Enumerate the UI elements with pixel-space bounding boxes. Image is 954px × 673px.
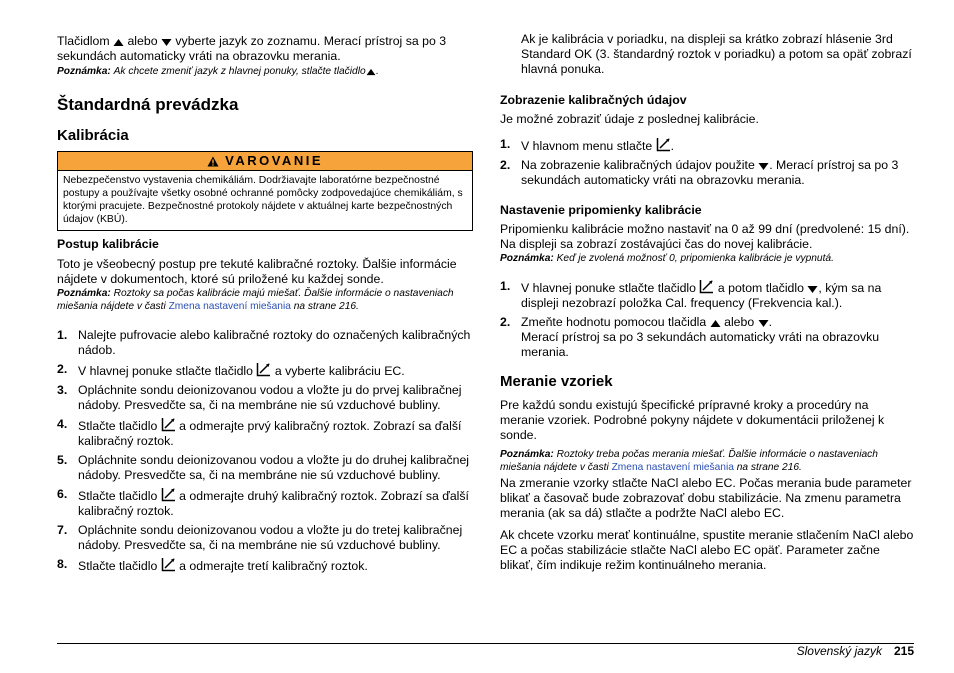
- up-arrow-icon: [366, 68, 376, 76]
- calibration-icon: [656, 137, 671, 152]
- up-arrow-icon: [113, 38, 124, 47]
- reminder-note: Poznámka: Keď je zvolená možnosť 0, pripomienka kalibrácie je vypnutá.: [500, 253, 834, 264]
- display-data-text: Je možné zobraziť údaje z poslednej kalibrácie.: [500, 112, 759, 126]
- list-item: 1. V hlavnej ponuke stlačte tlačidlo a potom tlačidlo , kým sa na displeji nezobrazí položka Cal. frequency (Frekvencia kal.).: [500, 278, 882, 310]
- note-text: Ak chcete zmeniť jazyk z hlavnej ponuky, stlačte tlačidlo: [113, 66, 366, 77]
- list-item: 7. Opláchnite sondu deionizovanou vodou a vložte ju do tretej kalibračnej nádoby. Presvedčte sa, či na membráne nie sú vzduchové bubliny.: [57, 522, 463, 552]
- heading-standard-operation: Štandardná prevádzka: [57, 94, 239, 114]
- heading-calibration-reminder: Nastavenie pripomienky kalibrácie: [500, 203, 702, 217]
- calibration-icon: [161, 417, 176, 432]
- calibration-icon: [256, 362, 271, 377]
- down-arrow-icon: [758, 319, 769, 328]
- display-data-steps: [500, 137, 914, 188]
- page-number: 215: [893, 644, 914, 658]
- intro-note: Poznámka: Ak chcete zmeniť jazyk z hlavnej ponuky, stlačte tlačidlo .: [57, 66, 379, 77]
- intro-text: vyberte jazyk zo zoznamu. Merací prístroj sa po 3 sekundách automaticky vráti na obrazovku merania.: [57, 34, 447, 63]
- down-arrow-icon: [161, 38, 172, 47]
- calibration-icon: [161, 557, 176, 572]
- calibration-icon: [161, 487, 176, 502]
- list-item: 2. Na zobrazenie kalibračných údajov použite . Merací prístroj sa po 3 sekundách automaticky vráti na obrazovku merania.: [500, 158, 899, 187]
- warning-text: Nebezpečenstvo vystavenia chemikáliám. Dodržiavajte laboratórne bezpečnostné postupy a používajte všetky osobné ochranné pomôcky zodpovedajúce chemikáliám, s ktorými pracujete. Bezpečnostné protokoly nájdete v aktuálnej karte bezpečnostných údajov (KBÚ).: [63, 174, 463, 225]
- footer-language: Slovenský jazyk: [796, 644, 882, 658]
- heading-calibration: Kalibrácia: [57, 126, 129, 144]
- heading-sample-measurement: Meranie vzoriek: [500, 372, 613, 390]
- left-column: [57, 34, 473, 574]
- list-item: 3. Opláchnite sondu deionizovanou vodou a vložte ju do prvej kalibračnej nádoby. Presvedčte sa, či na membráne nie sú vzduchové bubliny.: [57, 382, 462, 412]
- list-item: 2. Zmeňte hodnotu pomocou tlačidla alebo . Merací prístroj sa po 3 sekundách automaticky vráti na obrazovku merania.: [500, 314, 880, 359]
- footer-divider: [57, 643, 914, 644]
- down-arrow-icon: [807, 285, 818, 294]
- list-item: 6. Stlačte tlačidlo a odmerajte druhý kalibračný roztok. Zobrazí sa ďalší kalibračný roztok.: [57, 486, 469, 518]
- list-item: 2. V hlavnej ponuke stlačte tlačidlo a vyberte kalibráciu EC.: [57, 361, 405, 378]
- right-column: [500, 32, 914, 573]
- warning-box: [57, 151, 473, 231]
- link-stirring-settings[interactable]: Zmena nastavení miešania: [168, 301, 291, 312]
- warning-title: VAROVANIE: [225, 152, 323, 168]
- heading-calibration-procedure: Postup kalibrácie: [57, 236, 159, 251]
- intro-text: alebo: [127, 34, 158, 48]
- up-arrow-icon: [710, 319, 721, 328]
- list-item: 1. Nalejte pufrovacie alebo kalibračné roztoky do označených kalibračných nádob.: [57, 327, 471, 357]
- list-item: 8. Stlačte tlačidlo a odmerajte tretí kalibračný roztok.: [57, 556, 368, 573]
- intro-paragraph: [57, 34, 473, 64]
- calibration-icon: [699, 279, 714, 294]
- measurement-text: Pre každú sondu existujú špecifické prípravné kroky a procedúry na meranie vzoriek. Podrobné pokyny nájdete v dokumentácii priloženej k sonde.: [500, 397, 885, 442]
- measurement-text-2: Na zmeranie vzorky stlačte NaCl alebo EC. Počas merania bude parameter blikať a časovač bude zobrazovať dobu stabilizácie. Na zmenu parametra merania (ak sa dá) stlačte a podržte NaCl alebo EC.: [500, 475, 912, 520]
- heading-display-calibration-data: Zobrazenie kalibračných údajov: [500, 93, 687, 107]
- reminder-text: Pripomienku kalibrácie možno nastaviť na 0 až 99 dní (predvolené: 15 dní). Na displeji sa zobrazí zostávajúci čas do novej kalibrácie.: [500, 222, 910, 251]
- page-footer: [797, 644, 914, 659]
- continuation-text: Ak je kalibrácia v poriadku, na displeji sa krátko zobrazí hlásenie 3rd Standard OK (3. štandardný roztok v poriadku) a potom sa opäť zobrazí hlavná ponuka.: [521, 32, 912, 76]
- calibration-steps: [57, 328, 473, 574]
- list-item: 5. Opláchnite sondu deionizovanou vodou a vložte ju do druhej kalibračnej nádoby. Presvedčte sa, či na membráne nie sú vzduchové bubliny.: [57, 452, 470, 482]
- reminder-steps: [500, 279, 914, 360]
- warning-header: [58, 152, 472, 171]
- list-item: 4. Stlačte tlačidlo a odmerajte prvý kalibračný roztok. Zobrazí sa ďalší kalibračný roztok.: [57, 416, 462, 448]
- list-item: 1. V hlavnom menu stlačte .: [500, 137, 675, 153]
- procedure-note: Poznámka: Roztoky sa počas kalibrácie majú miešať. Ďalšie informácie o nastaveniach miešania nájdete v časti Zmena nastavení miešania na strane 216.: [57, 287, 454, 312]
- procedure-text: Toto je všeobecný postup pre tekuté kalibračné roztoky. Ďalšie informácie nájdete v dokumentoch, ktoré sú priložené ku každej sonde.: [57, 256, 457, 286]
- note-label: Poznámka:: [57, 66, 111, 77]
- measurement-text-3: Ak chcete vzorku merať kontinuálne, spustite meranie stlačením NaCl alebo EC a počas stabilizácie stlačte NaCl alebo EC opäť. Parameter začne blikať, čím indikuje režim kontinuálneho merania.: [500, 527, 914, 572]
- link-stirring-settings[interactable]: Zmena nastavení miešania: [611, 462, 734, 473]
- down-arrow-icon: [758, 162, 769, 171]
- warning-icon: [207, 156, 219, 167]
- intro-text: Tlačidlom: [57, 34, 110, 48]
- measurement-note: Poznámka: Roztoky treba počas merania miešať. Ďalšie informácie o nastaveniach miešania nájdete v časti Zmena nastavení miešania na strane 216.: [500, 448, 878, 473]
